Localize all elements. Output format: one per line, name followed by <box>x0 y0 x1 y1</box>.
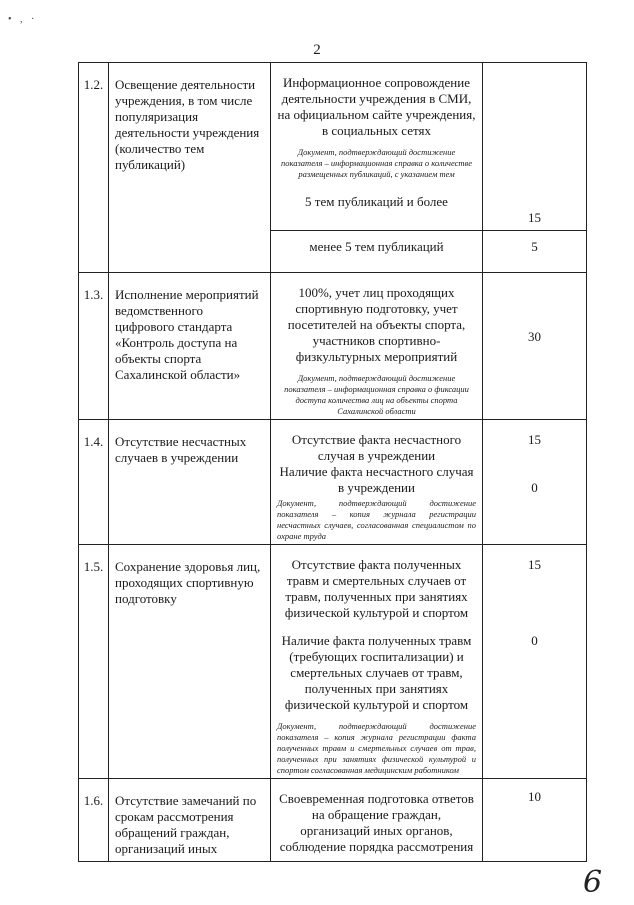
row-criterion <box>271 273 483 420</box>
row-criterion <box>271 231 483 273</box>
row-number: 1.5. <box>79 545 109 779</box>
row-criterion <box>271 63 483 231</box>
points-cell <box>483 420 587 545</box>
table-row <box>79 545 587 779</box>
row-name: Сохранение здоровья лиц, проходящих спортивную подготовку <box>109 545 271 779</box>
table-row <box>79 273 587 420</box>
criterion-text-alt: Наличие факта несчастного случая в учреждении <box>279 464 474 495</box>
row-name: Отсутствие замечаний по срокам рассмотрения обращений граждан, организаций иных <box>109 779 271 862</box>
confirming-document: Документ, подтверждающий достижение показателя – копия журнала регистрации факта полученных травм и смертельных случаев от трав, полученных при занятиях физической культурой и спортом согласованная медицинским работником <box>277 721 476 775</box>
page-number: 2 <box>313 42 321 58</box>
table-row <box>79 779 587 862</box>
points-value: 15 <box>528 557 541 572</box>
points-value-alt: 0 <box>531 633 538 648</box>
criterion-text: 100%, учет лиц проходящих спортивную подготовку, учет посетителей на объекты спорта, участников спортивно-физкультурных мероприятий <box>287 285 466 364</box>
points-value: 15 <box>528 432 541 447</box>
row-criterion <box>271 779 483 862</box>
criterion-text: Своевременная подготовка ответов на обращение граждан, организаций иных органов, соблюдение порядка рассмотрения <box>279 791 474 854</box>
criterion-text-alt: Наличие факта полученных травм (требующих госпитализации) и смертельных случаев от травм, полученных при занятиях физической культурой и спортом <box>281 633 472 712</box>
criterion-text: Информационное сопровождение деятельности учреждения в СМИ, на официальном сайте учреждения, в социальных сетях <box>277 75 476 138</box>
handwritten-page-number: 6 <box>583 865 603 900</box>
table-row <box>79 420 587 545</box>
option-text: менее 5 тем публикаций <box>309 239 444 254</box>
points-value-alt: 0 <box>531 480 538 495</box>
points-cell <box>483 231 587 273</box>
row-criterion <box>271 420 483 545</box>
table-row <box>79 63 587 231</box>
confirming-document: Документ, подтверждающий достижение показателя – копия журнала регистрации несчастных случаев, согласованная специалистом по охране труда <box>277 498 476 541</box>
points-value: 30 <box>528 329 541 344</box>
points-value: 15 <box>528 210 541 225</box>
criteria-table <box>78 62 587 862</box>
row-name: Исполнение мероприятий ведомственного цифрового стандарта «Контроль доступа на объекты спорта Сахалинской области» <box>109 273 271 420</box>
points-cell <box>483 779 587 862</box>
row-name: Освещение деятельности учреждения, в том числе популяризация деятельности учреждения (количество тем публикаций) <box>109 63 271 273</box>
points-value: 5 <box>531 239 538 254</box>
scan-specks: • , · <box>8 14 38 25</box>
points-cell <box>483 545 587 779</box>
criterion-text: Отсутствие факта полученных травм и смертельных случаев от травм, полученных при занятиях физической культурой и спортом <box>284 557 469 620</box>
option-text: 5 тем публикаций и более <box>305 194 448 209</box>
points-cell <box>483 273 587 420</box>
confirming-document: Документ, подтверждающий достижение показателя – информационная справка о фиксации доступа количества лиц на объекты спорта Сахалинской области <box>284 373 469 416</box>
row-number: 1.4. <box>79 420 109 545</box>
confirming-document: Документ, подтверждающий достижение показателя – информационная справка о количестве размещенных публикаций, с указанием тем <box>280 147 473 179</box>
row-number: 1.6. <box>79 779 109 862</box>
row-criterion <box>271 545 483 779</box>
row-number: 1.2. <box>79 63 109 273</box>
criterion-text: Отсутствие факта несчастного случая в учреждении <box>291 432 462 463</box>
points-cell <box>483 63 587 231</box>
points-value: 10 <box>528 789 541 804</box>
row-number: 1.3. <box>79 273 109 420</box>
row-name: Отсутствие несчастных случаев в учреждении <box>109 420 271 545</box>
